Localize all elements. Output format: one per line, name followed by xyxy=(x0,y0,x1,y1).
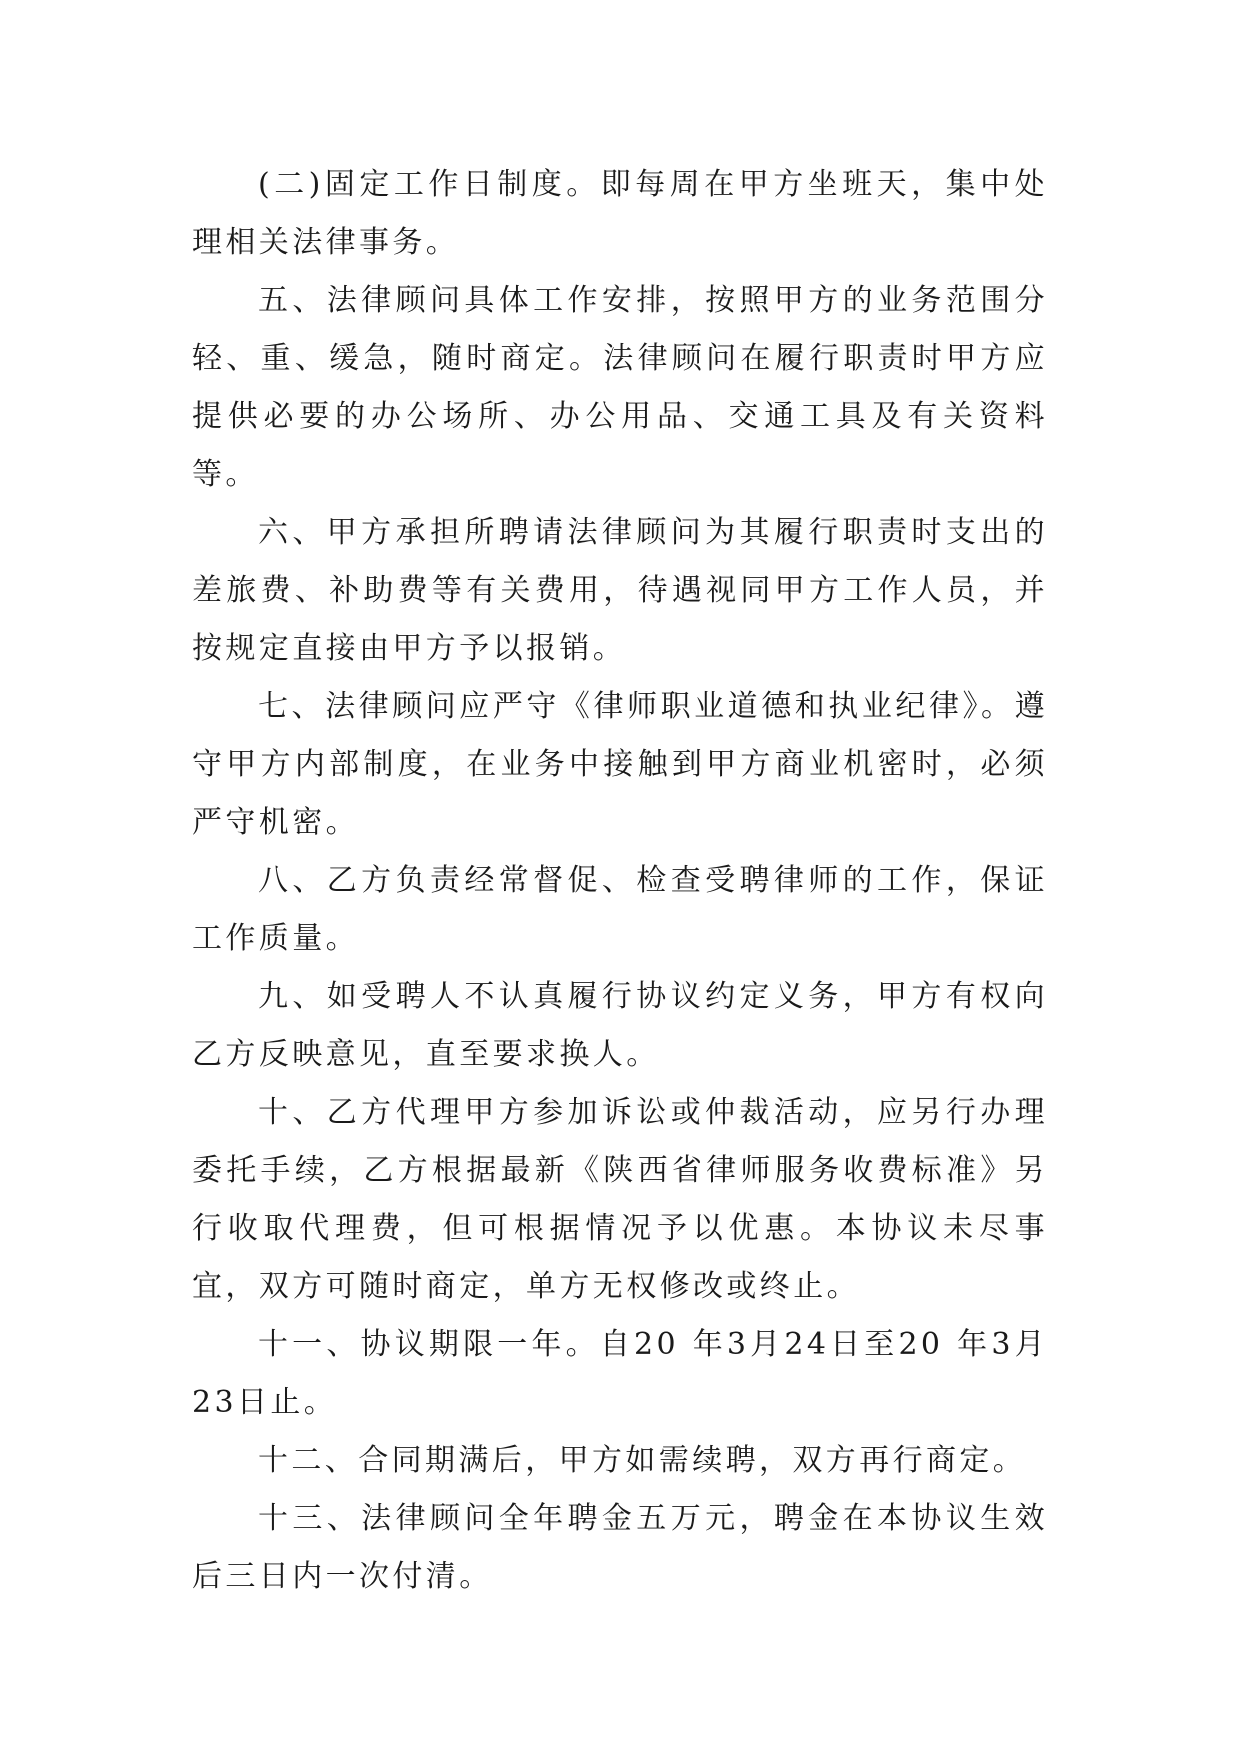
clause-11-term: 十一、协议期限一年。自20 年3月24日至20 年3月23日止。 xyxy=(192,1327,1048,1420)
clause-8-supervision: 八、乙方负责经常督促、检查受聘律师的工作，保证工作质量。 xyxy=(192,863,1048,956)
clause-10-litigation: 十、乙方代理甲方参加诉讼或仲裁活动，应另行办理委托手续，乙方根据最新《陕西省律师服务收费标准》另行收取代理费，但可根据情况予以优惠。本协议未尽事宜，双方可随时商定，单方无权修改或终止。 xyxy=(192,1095,1048,1304)
clause-5-work-arrangement: 五、法律顾问具体工作安排，按照甲方的业务范围分轻、重、缓急，随时商定。法律顾问在履行职责时甲方应提供必要的办公场所、办公用品、交通工具及有关资料等。 xyxy=(192,283,1048,492)
document-page xyxy=(192,156,1048,1606)
clause-12-renewal: 十二、合同期满后，甲方如需续聘，双方再行商定。 xyxy=(258,1443,1027,1478)
clause-2-fixed-workday: (二)固定工作日制度。即每周在甲方坐班天，集中处理相关法律事务。 xyxy=(192,167,1048,260)
clause-7-confidentiality: 七、法律顾问应严守《律师职业道德和执业纪律》。遵守甲方内部制度，在业务中接触到甲方商业机密时，必须严守机密。 xyxy=(192,689,1048,840)
clause-9-replacement: 九、如受聘人不认真履行协议约定义务，甲方有权向乙方反映意见，直至要求换人。 xyxy=(192,979,1048,1072)
clause-13-fee: 十三、法律顾问全年聘金五万元，聘金在本协议生效后三日内一次付清。 xyxy=(192,1501,1048,1594)
clause-6-expenses: 六、甲方承担所聘请法律顾问为其履行职责时支出的差旅费、补助费等有关费用，待遇视同甲方工作人员，并按规定直接由甲方予以报销。 xyxy=(192,515,1048,666)
